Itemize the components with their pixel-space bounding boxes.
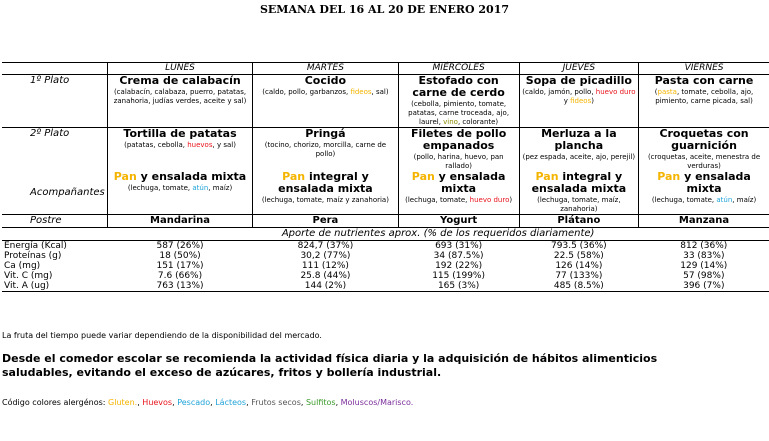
ingredients [522,153,636,162]
ingredients [401,153,517,171]
text-fragment: Moluscos/Marisco. [340,398,414,407]
text-fragment: atún [192,184,209,192]
side-cell [519,171,638,215]
text-fragment: (lechuga, tomate, maíz, zanahoria) [537,196,621,213]
nutrient-value: 763 (13%) [107,281,253,292]
side-dish [110,171,251,183]
dish-name: Estofado con carne de cerdo [412,74,505,99]
ingredients [255,141,395,159]
text-fragment: , y sal) [212,141,236,149]
menu-cell [639,75,769,128]
nutrient-value: 812 (36%) [680,241,728,251]
nutrient-value: 693 (31%) [435,241,483,251]
dish-name: Cocido [304,74,347,87]
dessert: Plátano [519,215,638,228]
nutrient-row [2,241,769,252]
side-cell [639,171,769,215]
text-fragment: , [300,398,306,407]
bread-allergen: Pan [657,170,681,183]
allergen-legend-label: Código colores alergénos: [2,398,109,407]
text-fragment: , [137,398,143,407]
ingredients [401,100,517,127]
nutrient-value: 7.6 (66%) [157,271,203,281]
text-fragment: fideos [350,88,372,96]
nutrient-row [2,281,769,292]
dessert: Yogurt [398,215,519,228]
nutrient-value: 587 (26%) [156,241,204,251]
allergen-legend [2,398,413,407]
dessert: Manzana [639,215,769,228]
ingredients [255,88,395,97]
ingredients [255,196,395,205]
text-fragment: (lechuga, tomate, [127,184,193,192]
nutrient-value: 25.8 (44%) [300,271,351,281]
allergen-list [108,398,413,407]
fruit-note: La fruta del tiempo puede variar dependiendo de la disponibilidad del mercado. [2,331,322,340]
menu-cell [107,75,253,128]
side-dish [255,171,395,195]
text-fragment: fideos [570,97,592,105]
text-fragment: pasta [657,88,677,96]
text-fragment: (calabacín, calabaza, puerro, patatas, zanahoria, judías verdes, aceite y sal) [113,88,247,105]
text-fragment: vino [443,118,458,126]
nutrient-value: 165 (3%) [398,281,519,292]
first-course-row [2,75,769,128]
day-header: LUNES [107,63,253,75]
text-fragment: ) [509,196,513,204]
side-text: y ensalada mixta [680,170,751,195]
nutrient-label: Vit. A (ug) [2,281,107,292]
text-fragment: , [335,398,341,407]
ingredients [110,88,251,106]
nutrient-header-row [2,228,769,241]
text-fragment: (lechuga, tomate, [405,196,470,204]
text-fragment: (lechuga, tomate, maíz y zanahoria) [261,196,389,204]
ingredients [522,196,636,214]
text-fragment: Gluten. [108,398,138,407]
dish-name: Pringá [305,127,346,140]
day-header: MARTES [253,63,398,75]
text-fragment: Pescado [177,398,211,407]
dish-name: Crema de calabacín [119,74,241,87]
text-fragment: huevo duro [595,88,636,96]
dish-name: Pasta con carne [654,74,754,87]
ingredients [110,141,251,150]
nutrient-label: Proteínas (g) [4,251,62,261]
dish-name: Filetes de pollo empanados [410,127,507,152]
text-fragment: (cebolla, pimiento, tomate, patatas, carne troceada, ajo, laurel, [408,100,510,126]
ingredients [641,153,767,171]
ingredients [401,196,517,205]
text-fragment: , maíz) [732,196,757,204]
side-cell [107,171,253,215]
text-fragment: (croquetas, aceite, menestra de verduras) [647,153,761,170]
nutrient-value: 793.5 (36%) [551,241,607,251]
bread-allergen: Pan [411,170,435,183]
side-cell [253,171,398,215]
menu-cell [398,75,519,128]
day-header: VIERNES [639,63,769,75]
text-fragment: (tocino, chorizo, morcilla, carne de pollo) [264,141,387,158]
menu-cell [639,128,769,172]
nutrient-row [2,251,769,261]
row-label-first-course: 1º Plato [30,75,70,86]
side-row [2,171,769,215]
text-fragment: Sulfitos [305,398,336,407]
row-label-sides: Acompañantes [30,187,105,198]
text-fragment: huevos [187,141,213,149]
day-header: JUEVES [519,63,638,75]
side-text: integral y ensalada mixta [531,170,627,195]
dessert-row [2,215,769,228]
day-header-row [2,63,769,75]
text-fragment: , [210,398,216,407]
menu-table [2,62,769,292]
nutrient-value: 485 (8.5%) [519,281,638,292]
second-course-row [2,128,769,172]
nutrient-value: 77 (133%) [555,271,603,281]
nutrient-value: 151 (17%) [156,261,204,271]
text-fragment: , colorante) [457,118,499,126]
menu-cell [398,128,519,172]
nutrient-value: 192 (22%) [435,261,483,271]
row-label-dessert: Postre [2,215,107,228]
bread-allergen: Pan [282,170,306,183]
nutrient-value: 824,7 (37%) [297,241,354,251]
text-fragment: huevo duro [469,196,510,204]
text-fragment: (pollo, harina, huevo, pan rallado) [413,153,504,170]
nutrient-value: 34 (87.5%) [433,251,484,261]
health-advice: Desde el comedor escolar se recomienda la actividad física diaria y la adquisición de hábitos alimenticios saludables, evitando el exceso de azúcares, fritos y bollería industrial. [2,352,658,379]
text-fragment: Huevos [142,398,173,407]
nutrient-label: Energía (Kcal) [4,241,67,251]
side-dish [522,171,636,195]
menu-cell [253,128,398,172]
text-fragment: (pez espada, aceite, ajo, perejil) [522,153,636,161]
nutrient-row [2,261,769,271]
nutrient-value: 144 (2%) [253,281,398,292]
nutrient-value: 30,2 (77%) [300,251,351,261]
text-fragment: (caldo, pollo, garbanzos, [262,88,351,96]
text-fragment: , sal) [371,88,389,96]
text-fragment: ( [654,88,658,96]
nutrient-value: 129 (14%) [680,261,728,271]
page-title: SEMANA DEL 16 AL 20 DE ENERO 2017 [259,3,510,16]
text-fragment: (caldo, jamón, pollo, [522,88,596,96]
text-fragment: Lácteos [215,398,247,407]
menu-cell [253,75,398,128]
text-fragment: atún [716,196,733,204]
text-fragment: , maíz) [208,184,233,192]
dish-name: Croquetas con guarnición [659,127,749,152]
text-fragment: ) [591,97,594,105]
bread-allergen: Pan [535,170,559,183]
text-fragment: , [172,398,178,407]
menu-cell [519,128,638,172]
ingredients [641,196,767,205]
nutrient-value: 33 (83%) [683,251,725,261]
nutrient-value: 57 (98%) [683,271,725,281]
nutrient-value: 126 (14%) [555,261,603,271]
text-fragment: Frutos secos [251,398,301,407]
nutrient-value: 18 (50%) [159,251,201,261]
ingredients [522,88,636,106]
side-text: integral y ensalada mixta [278,170,373,195]
dish-name: Tortilla de patatas [123,127,237,140]
nutrient-table [2,241,769,292]
side-text: y ensalada mixta [136,170,247,183]
nutrient-label: Ca (mg) [4,261,41,271]
menu-cell [519,75,638,128]
text-fragment: , [246,398,252,407]
side-cell [398,171,519,215]
nutrient-row [2,271,769,281]
side-dish [641,171,767,195]
day-header: MIÉRCOLES [398,63,519,75]
text-fragment: , tomate, cebolla, ajo, pimiento, carne picada, sal) [655,88,754,105]
dish-name: Merluza a la plancha [541,127,617,152]
nutrient-value: 396 (7%) [639,281,769,292]
text-fragment: (patatas, cebolla, [124,141,188,149]
bread-allergen: Pan [113,170,137,183]
dessert: Mandarina [107,215,253,228]
nutrient-value: 111 (12%) [301,261,349,271]
nutrient-label: Vit. C (mg) [4,271,53,281]
dish-name: Sopa de picadillo [525,74,632,87]
ingredients [641,88,767,106]
nutrient-value: 115 (199%) [432,271,485,281]
ingredients [110,184,251,193]
dessert: Pera [253,215,398,228]
side-dish [401,171,517,195]
text-fragment: y [563,97,571,105]
text-fragment: (lechuga, tomate, [651,196,717,204]
row-label-second-course: 2º Plato [2,128,107,172]
nutrient-header: Aporte de nutrientes aprox. (% de los requeridos diariamente) [107,228,769,241]
menu-cell [107,128,253,172]
nutrient-value: 22.5 (58%) [553,251,604,261]
side-text: y ensalada mixta [434,170,506,195]
